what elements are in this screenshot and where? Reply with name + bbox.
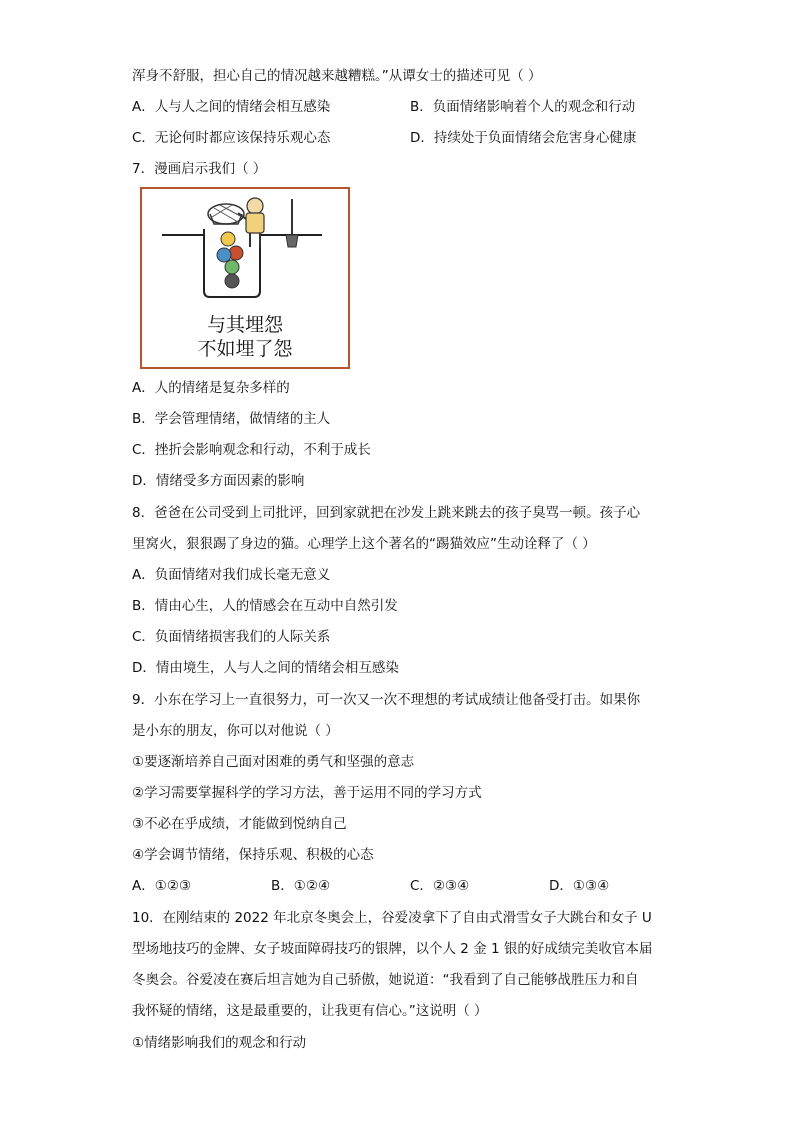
q8-stem-line2: 里窝火，狠狠踢了身边的猫。心理学上这个著名的“踢猫效应”生动诠释了（ ） — [132, 536, 596, 552]
q9-statement-1: ①要逐渐培养自己面对困难的勇气和坚强的意志 — [132, 754, 415, 770]
q10-statement-1: ①情绪影响我们的观念和行动 — [132, 1035, 307, 1051]
q9-statement-3: ③不必在乎成绩，才能做到悦纳自己 — [132, 816, 347, 832]
q6-option-b[interactable]: B．负面情绪影响着个人的观念和行动 — [410, 99, 636, 115]
q9-stem-line1: 9．小东在学习上一直很努力，可一次又一次不理想的考试成绩让他备受打击。如果你 — [132, 692, 641, 708]
q6-option-a[interactable]: A．人与人之间的情绪会相互感染 — [132, 99, 331, 115]
q9-option-b[interactable]: B．①②④ — [271, 878, 331, 894]
q9-option-c[interactable]: C．②③④ — [410, 878, 470, 894]
q7-cartoon-image — [140, 187, 350, 369]
q9-options-row — [132, 876, 652, 896]
q8-option-a[interactable]: A．负面情绪对我们成长毫无意义 — [132, 567, 331, 583]
q9-statement-2: ②学习需要掌握科学的学习方法，善于运用不同的学习方式 — [132, 785, 482, 801]
q9-option-d[interactable]: D．①③④ — [549, 878, 610, 894]
q7-option-c[interactable]: C．挫折会影响观念和行动，不利于成长 — [132, 442, 371, 458]
q10-stem-line1: 10．在刚结束的 2022 年北京冬奥会上，谷爱凌拿下了自由式滑雪女子大跳台和女子 U — [132, 910, 652, 926]
cartoon-caption-line2: 不如埋了怨 — [197, 338, 293, 360]
q9-stem-line2: 是小东的朋友，你可以对他说（ ） — [132, 723, 339, 739]
q7-option-d[interactable]: D．情绪受多方面因素的影响 — [132, 473, 305, 489]
q8-stem-line1: 8．爸爸在公司受到上司批评，回到家就把在沙发上跳来跳去的孩子臭骂一顿。孩子心 — [132, 505, 641, 521]
q9-option-a[interactable]: A．①②③ — [132, 878, 192, 894]
q10-stem-line2: 型场地技巧的金牌、女子坡面障碍技巧的银牌，以个人 2 金 1 银的好成绩完美收官本届 — [132, 941, 653, 957]
q8-option-c[interactable]: C．负面情绪损害我们的人际关系 — [132, 629, 331, 645]
cartoon-drawing — [142, 189, 348, 367]
q8-option-b[interactable]: B．情由心生，人的情感会在互动中自然引发 — [132, 598, 398, 614]
q9-statement-4: ④学会调节情绪，保持乐观、积极的心态 — [132, 847, 374, 863]
q10-stem-line3: 冬奥会。谷爱凌在赛后坦言她为自己骄傲，她说道：“我看到了自己能够战胜压力和自 — [132, 972, 639, 988]
q7-stem: 7．漫画启示我们（ ） — [132, 161, 267, 177]
cartoon-caption-line1: 与其埋怨 — [206, 314, 284, 336]
q7-option-a[interactable]: A．人的情绪是复杂多样的 — [132, 380, 290, 396]
q10-stem-line4: 我怀疑的情绪，这是最重要的，让我更有信心。”这说明（ ） — [132, 1003, 488, 1019]
q7-option-b[interactable]: B．学会管理情绪，做情绪的主人 — [132, 411, 331, 427]
q8-option-d[interactable]: D．情由境生，人与人之间的情绪会相互感染 — [132, 660, 399, 676]
q6-stem-tail: 浑身不舒服，担心自己的情况越来越糟糕。”从谭女士的描述可见（ ） — [132, 68, 542, 84]
q6-option-c[interactable]: C．无论何时都应该保持乐观心态 — [132, 130, 331, 146]
q6-option-d[interactable]: D．持续处于负面情绪会危害身心健康 — [410, 130, 637, 146]
